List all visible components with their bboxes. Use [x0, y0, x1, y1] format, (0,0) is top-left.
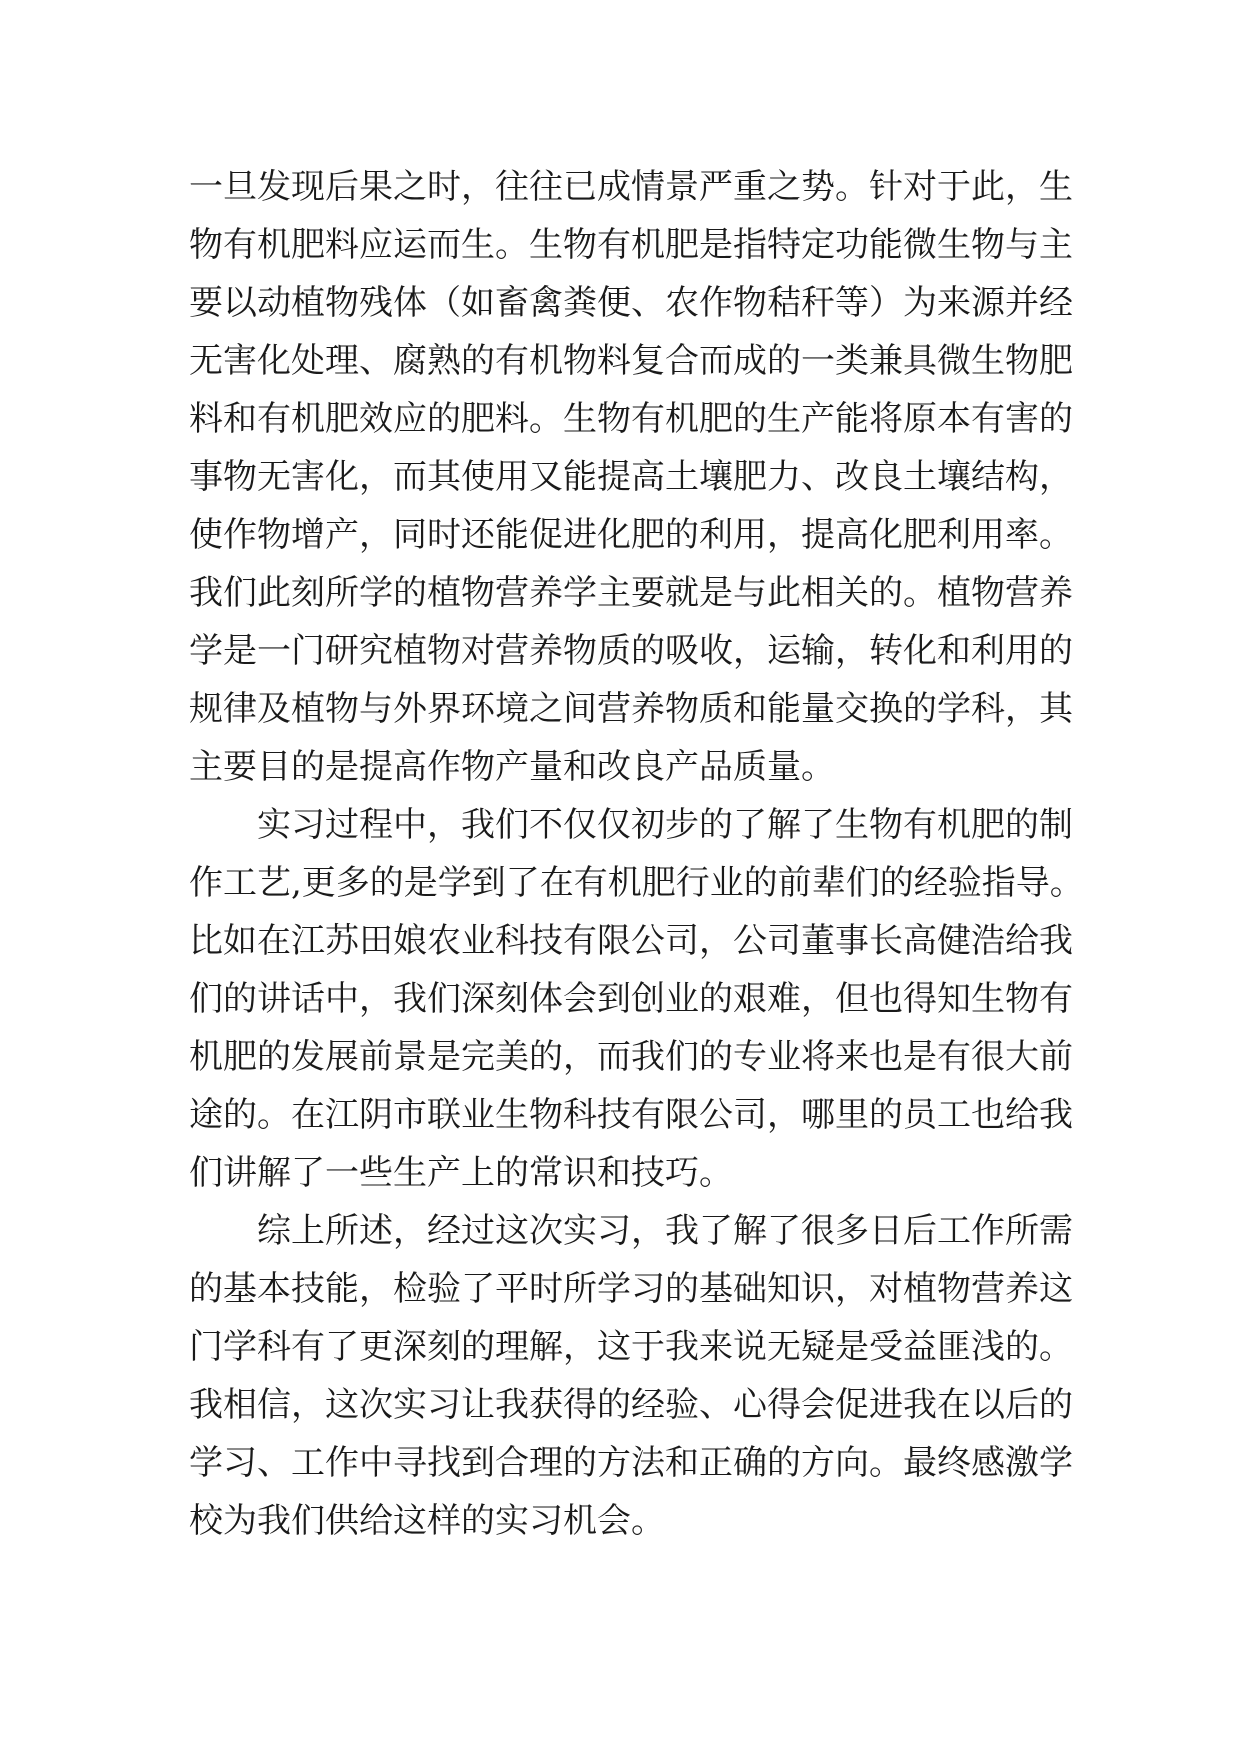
document-body	[189, 158, 1084, 1550]
text-line: 途的。在江阴市联业生物科技有限公司，哪里的员工也给我	[189, 1095, 1073, 1135]
text-line: 机肥的发展前景是完美的，而我们的专业将来也是有很大前	[189, 1037, 1073, 1077]
text-line: 校为我们供给这样的实习机会。	[189, 1501, 665, 1541]
text-line: 比如在江苏田娘农业科技有限公司，公司董事长高健浩给我	[189, 921, 1073, 961]
text-line: 主要目的是提高作物产量和改良产品质量。	[189, 747, 835, 787]
text-line: 综上所述，经过这次实习，我了解了很多日后工作所需	[257, 1211, 1073, 1251]
paragraph-2	[189, 796, 1084, 1202]
paragraph-1	[189, 158, 1073, 796]
text-line: 无害化处理、腐熟的有机物料复合而成的一类兼具微生物肥	[189, 341, 1073, 381]
text-line: 实习过程中，我们不仅仅初步的了解了生物有机肥的制	[257, 805, 1073, 845]
text-line: 我们此刻所学的植物营养学主要就是与此相关的。植物营养	[189, 573, 1073, 613]
text-line: 学是一门研究植物对营养物质的吸收，运输，转化和利用的	[189, 631, 1073, 671]
text-line: 学习、工作中寻找到合理的方法和正确的方向。最终感激学	[189, 1443, 1073, 1483]
text-line: 的基本技能，检验了平时所学习的基础知识，对植物营养这	[189, 1269, 1073, 1309]
text-line: 作工艺,更多的是学到了在有机肥行业的前辈们的经验指导。	[189, 863, 1084, 903]
text-line: 使作物增产，同时还能促进化肥的利用，提高化肥利用率。	[189, 515, 1073, 555]
paragraph-3	[189, 1202, 1073, 1550]
text-line: 事物无害化，而其使用又能提高土壤肥力、改良土壤结构，	[189, 457, 1073, 497]
text-line: 一旦发现后果之时，往往已成情景严重之势。针对于此，生	[189, 167, 1073, 207]
text-line: 们的讲话中，我们深刻体会到创业的艰难，但也得知生物有	[189, 979, 1073, 1019]
text-line: 要以动植物残体（如畜禽粪便、农作物秸秆等）为来源并经	[189, 283, 1073, 323]
text-line: 们讲解了一些生产上的常识和技巧。	[189, 1153, 733, 1193]
text-line: 料和有机肥效应的肥料。生物有机肥的生产能将原本有害的	[189, 399, 1073, 439]
text-line: 门学科有了更深刻的理解，这于我来说无疑是受益匪浅的。	[189, 1327, 1073, 1367]
text-line: 规律及植物与外界环境之间营养物质和能量交换的学科，其	[189, 689, 1073, 729]
text-line: 我相信，这次实习让我获得的经验、心得会促进我在以后的	[189, 1385, 1073, 1425]
text-line: 物有机肥料应运而生。生物有机肥是指特定功能微生物与主	[189, 225, 1073, 265]
